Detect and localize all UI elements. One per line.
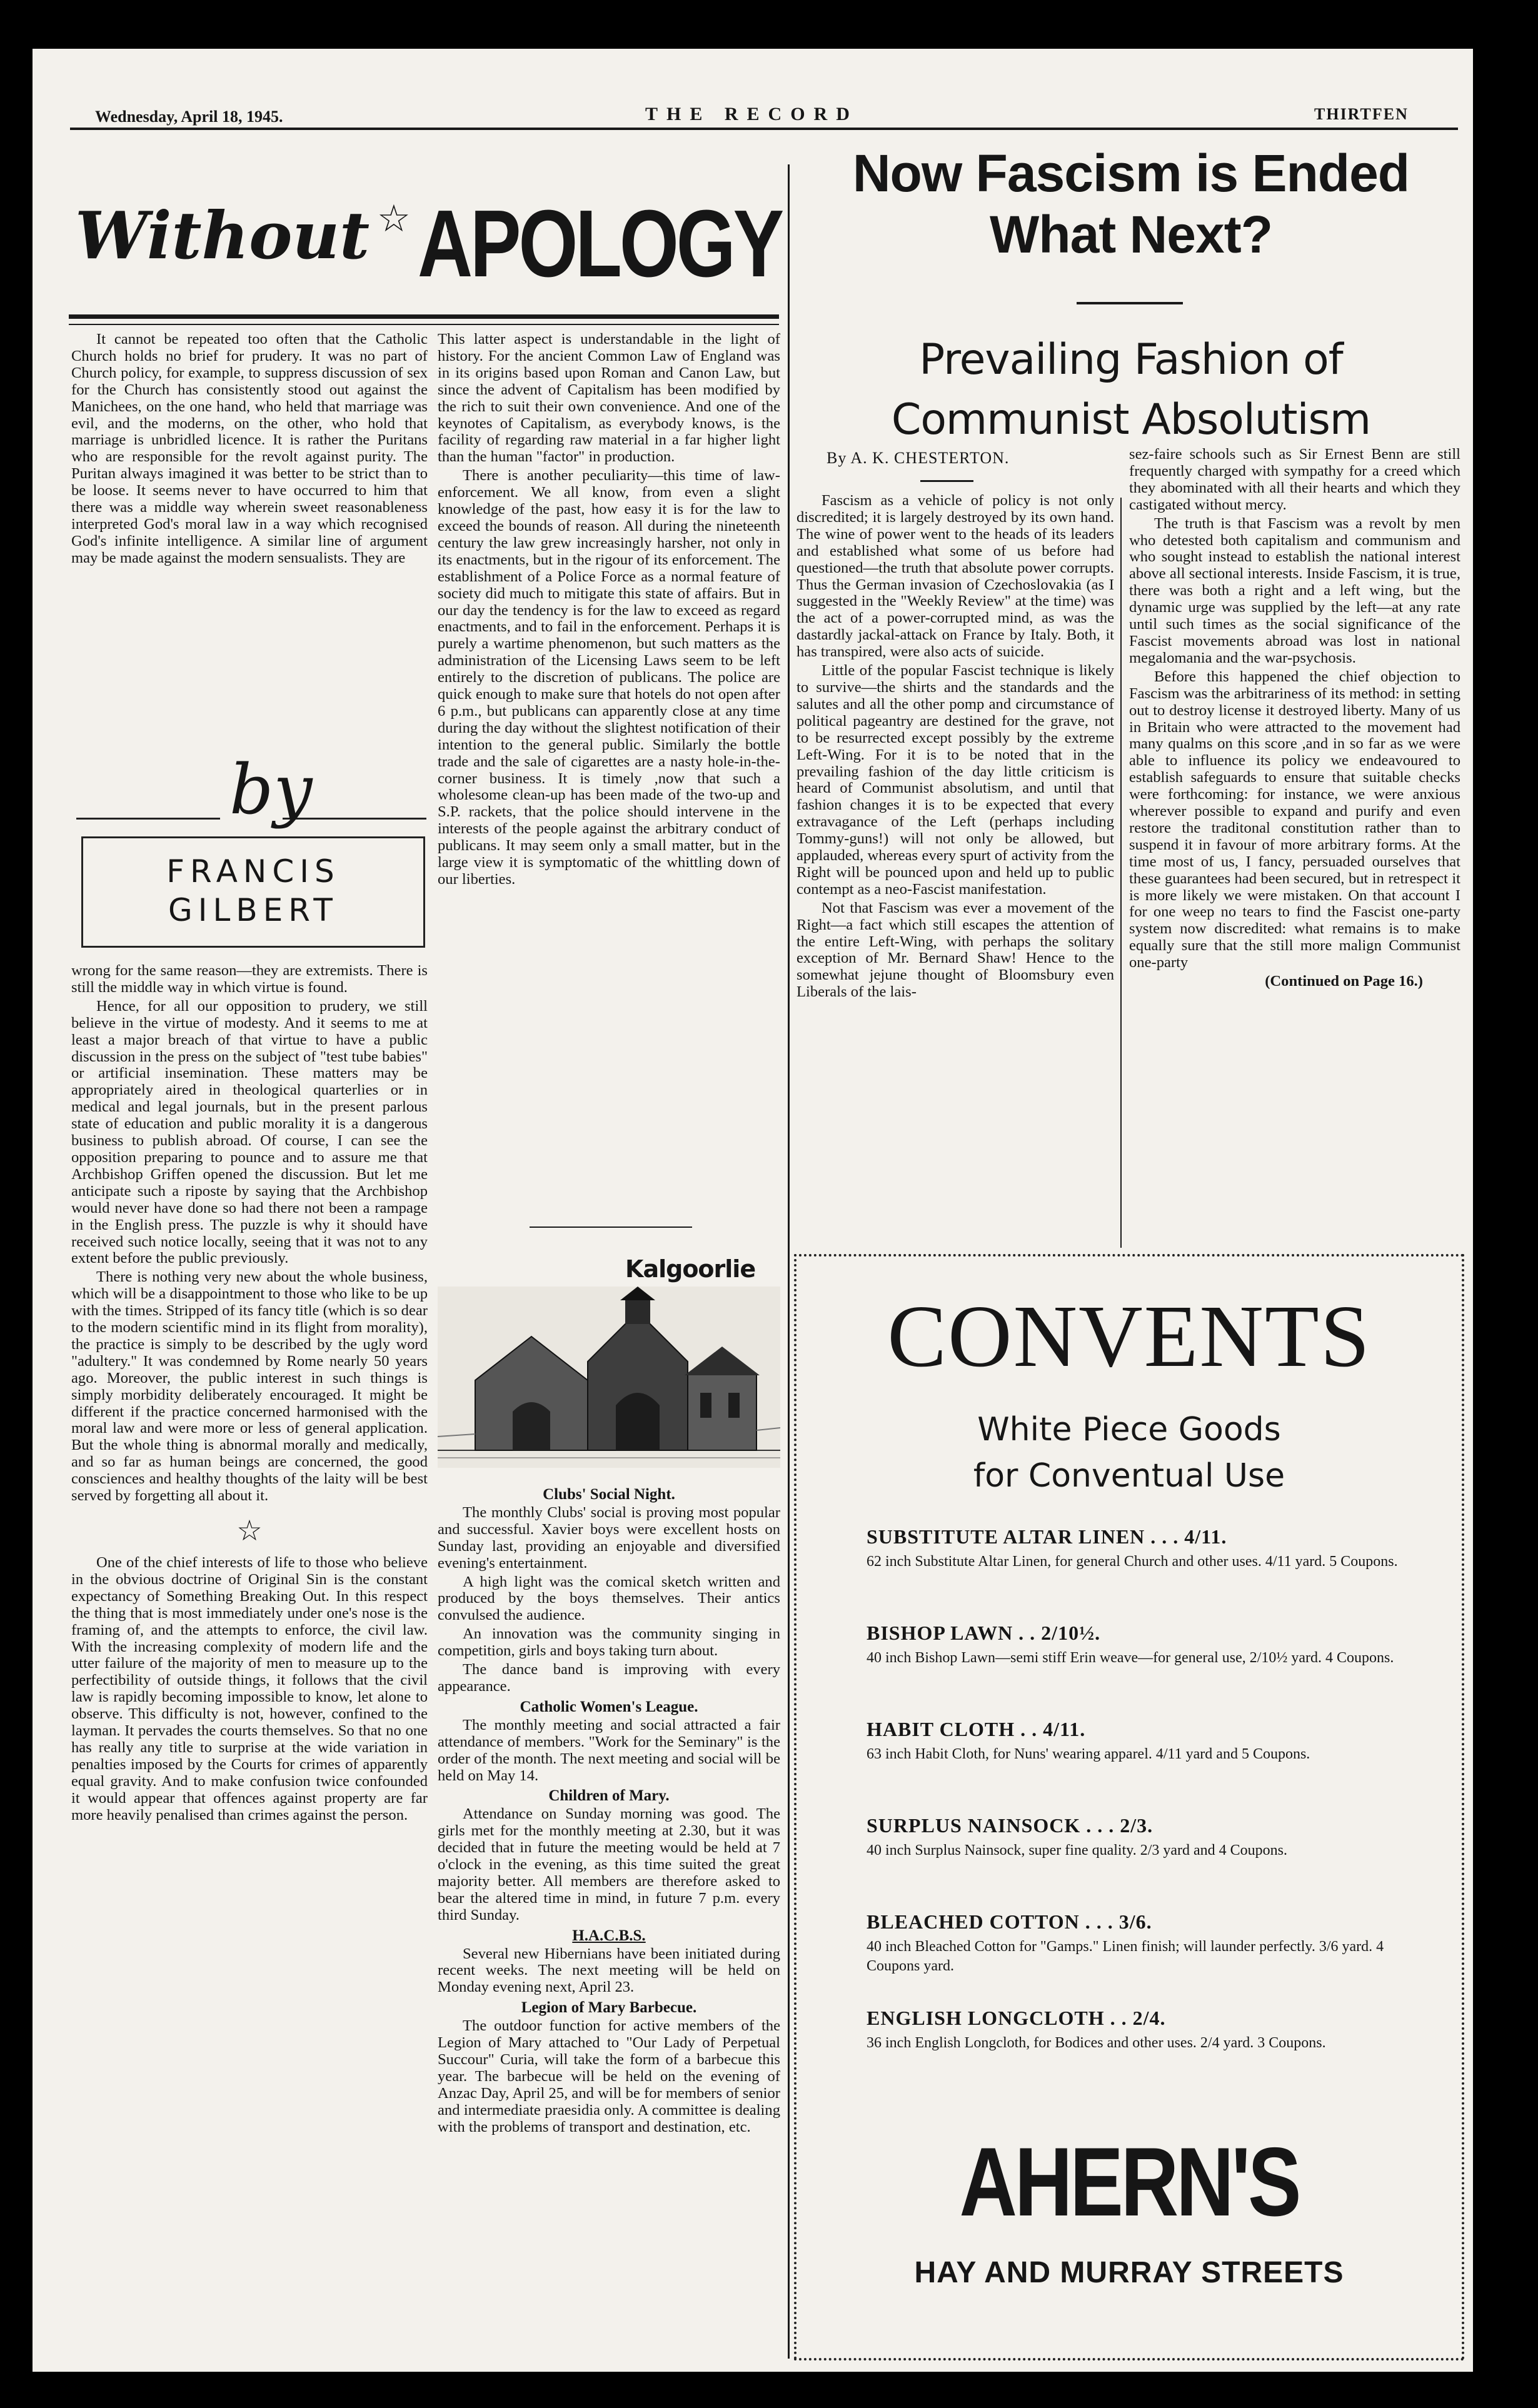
author-last-name: GILBERT [168, 892, 338, 928]
ad-item [867, 2007, 1417, 2103]
item-leader: . . . [1080, 1814, 1120, 1837]
headline-line-1: Now Fascism is Ended [852, 144, 1410, 203]
column-rule-main [788, 164, 790, 2359]
fascism-headline [797, 143, 1465, 265]
ad-title: CONVENTS [887, 1287, 1371, 1385]
subheadline-line-1: Prevailing Fashion of [919, 335, 1343, 384]
item-name: BLEACHED COTTON [867, 1910, 1080, 1933]
star-divider-icon: ☆ [236, 1515, 263, 1547]
section-heading: Legion of Mary Barbecue. [521, 1999, 697, 2017]
byline-rule-left [76, 818, 220, 820]
item-description: 40 inch Surplus Nainsock, super fine quality. 2/3 yard and 4 Coupons. [867, 1842, 1288, 1859]
apology-body-1 [71, 963, 428, 1826]
apology-paragraph: One of the chief interests of life to those who believe in the obvious doctrine of Original Sin is the constant expectancy of Something Breaking Out. In this respect the thing that is most immediately under one's nose is the framing of, and the attempts to enforce, the civil law. With the increasing complexity of modern life and the utter failure of the majority of men to measure up to the perfectibility of outside things, it follows that the civil law is rapidly becoming impossible to know, let alone to observe. This difficulty is not, however, confined to the layman. It pervades the courts themselves. So that no one has really any title to surprise at the wide variation in penalties imposed by the Courts for crimes of apparently equal gravity. And to make confusion twice confounded it would appear that offences against property are far more heavily penalised than crimes against the person. [71, 1554, 428, 1824]
store-name: AHERN'S [959, 2127, 1299, 2237]
headline-rule [1077, 302, 1183, 304]
item-price: 4/11. [1184, 1525, 1227, 1548]
item-name: SURPLUS NAINSOCK [867, 1814, 1081, 1837]
article-paragraph: The truth is that Fascism was a revolt by men who detested both capitalism and communism and who sought instead to establish the national interest above all sectional interests. Inside Fascism, it is true, there was both a right and a left wing, but the dynamic urge was supplied by the left—at any rate until such times as the social significance of the Fascist movements abroad was lost in national megalomania and the war-psychosis. [1129, 514, 1460, 666]
item-description: 62 inch Substitute Altar Linen, for general Church and other uses. 4/11 yard. 5 Coupons. [867, 1553, 1398, 1570]
star-icon: ☆ [377, 197, 411, 241]
apology-paragraph: wrong for the same reason—they are extremists. There is still the middle way in which virtue is found. [71, 962, 428, 996]
ad-tagline-line-2: for Conventual Use [973, 1457, 1285, 1495]
section-heading: Clubs' Social Night. [543, 1486, 675, 1503]
apology-intro [71, 331, 428, 569]
item-name: HABIT CLOTH [867, 1718, 1015, 1740]
news-paragraph: The monthly meeting and social attracted a fair attendance of members. "Work for the Seminary" is the order of the month. The next meeting and social will be held on May 14. [438, 1716, 780, 1784]
kalgoorlie-news [438, 1483, 780, 2138]
byline-box [76, 750, 426, 950]
kalgoorlie-heading: Kalgoorlie [625, 1255, 756, 1283]
convents-advertisement [794, 1254, 1464, 2360]
apology-header [68, 163, 780, 319]
section-heading: Children of Mary. [548, 1787, 670, 1805]
masthead-rule [70, 128, 1458, 130]
article-paragraph: Little of the popular Fascist technique is likely to survive—the shirts and the standards and the salutes and all the other pomp and circumstance of political pageantry are destined for the grave, not to be resurrected except possibly by the extreme Left-Wing. For it is to be noted that in the prevailing fashion of the day little criticism is heard of Communist absolutism, and until that fashion changes it is to be expected that every extravagance of the Left (perhaps including Tommy-guns!) will not only be allowed, but applauded, whereas every spurt of activity from the Right will be pounced upon and held up to public contempt as a neo-Fascist manifestation. [797, 662, 1114, 898]
apology-paragraph: There is nothing very new about the whole business, which will be a disappointment to those who like to be up with the times. Stripped of its fancy title (which is so dear to the modern scientific mind in its flight from morality), the practice is simply to be described by the ugly word "adultery." It was condemned by Rome nearly 50 years ago. Moreover, the public interest in such things is simply morbidity deliberately encouraged. It might be different if the practice concerned harmonised with the moral law and were more or less of general application. But the whole thing is abnormal morally and medically, and so far as human beings are concerned, the good consciences and healthy thoughts of the laity will be best served by forgetting all about it. [71, 1268, 428, 1505]
apology-paragraph: Hence, for all our opposition to prudery, we still believe in the virtue of modesty. And it seems to me at least a major breach of that virtue to have a public discussion in the press on the subject of "test tube babies" or artificial insemination. These matters may be appropriately aired in theological quarterlies or in medical and legal journals, but in the present parlous state of education and public morality it is a dangerous business to publish abroad. Of course, I can see the opposition preparing to pounce and to assure me that Archbishop Griffen opened the discussion. But let me anticipate such a riposte by saying that the Archbishop would never have done so had there not been a rampage in the English press. The puzzle is why it should have received such notice locally, seeing that it was not to any extent before the public previously. [71, 997, 428, 1267]
item-price: 4/11. [1043, 1718, 1086, 1740]
news-paragraph: Several new Hibernians have been initiated during recent weeks. The next meeting will be held on Monday evening next, April 23. [438, 1945, 780, 1996]
kalgoorlie-divider [530, 1227, 692, 1228]
ad-tagline-line-1: White Piece Goods [977, 1411, 1281, 1448]
item-description: 36 inch English Longcloth, for Bodices and other uses. 2/4 yard. 3 Coupons. [867, 2035, 1326, 2051]
apology-paragraph: There is another peculiarity—this time of law-enforcement. We all know, from even a slight knowledge of the past, how easy it is for the law to exceed the bounds of reason. All during the nineteenth century the law grew increasingly harsher, not only in its enactments, but in the rigour of its enforcement. The establishment of a Police Force as a normal feature of society did much to mitigate this state of affairs. But in our day the tendency is for the law to exceed as regard enactments, and to fail in the enforcement. Perhaps it is purely a wartime phenomenon, but such matters as the administration of the Licensing Laws seem to be left entirely to the discretion of publicans. The police are quick enough to make sure that hotels do not open after 6 p.m., but publicans can apparently close at any time during the day without the slightest notification of their intention to the general public. Similarly the bottle trade and the sale of cigarettes are a nasty hole-in-the-corner business. It is timely ,now that such a wholesome clean-up has been made of the two-up and S.P. rackets, that the police should intervene in the interests of the people against the arbitrary conduct of publicans. It may seem only a small matter, but in the large view it is symptomatic of the whittling down of our liberties. [438, 467, 780, 888]
ad-item [867, 1622, 1417, 1718]
apology-paragraph: It cannot be repeated too often that the Catholic Church holds no brief for prudery. It was no part of Church policy, for example, to suppress discussion of sex for the Church has consistently stood out against the Manichees, on the one hand, who held that marriage was evil, and the moderns, on the other, who hold that marriage is unbridled licence. It is rather the Puritans who are responsible for the revolt against purity. The Puritan always imagined it was better to be strict than to be loose. It seems never to have occurred to him that there was a middle way wherein sweet reasonableness interpreted God's moral law in a way which recognised God's infinite intelligence. A similar line of argument may be made against the modern sensualists. They are [71, 331, 428, 566]
apology-paragraph: This latter aspect is understandable in the light of history. For the ancient Common Law of England was in its origins based upon Roman and Canon Law, but since the advent of Capitalism has been modified by the rich to suit their own convenience. And one of the keynotes of Capitalism, as everybody knows, is the facility of regarding raw material in a far higher light than the human "factor" in production. [438, 331, 780, 466]
title-apology: APOLOGY [418, 190, 782, 297]
item-leader: . . [1015, 1718, 1043, 1740]
item-leader: . . [1013, 1622, 1042, 1644]
item-leader: . . [1104, 2007, 1133, 2029]
church-drawing [438, 1287, 780, 1468]
news-paragraph: Attendance on Sunday morning was good. The girls met for the monthly meeting at 2.30, but it was decided that in future the meeting would be held at 7 o'clock in the evening, as this time suited the great majority better. All members are therefore asked to bear the altered time in mind, in future 7 p.m. every third Sunday. [438, 1805, 780, 1924]
fascism-column-2 [1129, 446, 1460, 990]
ad-tagline [797, 1407, 1462, 1499]
apology-body-2 [438, 331, 780, 890]
subheadline-line-2: Communist Absolutism [891, 395, 1371, 444]
news-paragraph: An innovation was the community singing in competition, girls and boys taking turn about. [438, 1625, 780, 1660]
item-price: 3/6. [1118, 1910, 1152, 1933]
fascism-subheadline [797, 330, 1465, 450]
ad-item [867, 1910, 1417, 2007]
ad-item-list [867, 1525, 1417, 2103]
author-first-name: FRANCIS [166, 853, 340, 890]
ad-item [867, 1525, 1417, 1622]
store-address: HAY AND MURRAY STREETS [914, 2256, 1344, 2289]
news-paragraph: The dance band is improving with every appearance. [438, 1661, 780, 1695]
article-paragraph: Before this happened the chief objection to Fascism was the arbitrariness of its method: in setting out to destroy license it destroyed liberty. Many of us in Britain who were attracted to the movement had many qualms on this score ,and in so far as we were able to influence its policy we endeavoured to establish safeguards to ensure that suitable checks were forthcoming: for instance, we were anxious wherever possible to expand and purify and even restore the traditonal constitution rather than to suspend it in favour of more arbitrary forms. At the time most of us, I fancy, persuaded ourselves that these guarantees had been secured, but in retrespect it is more likely we were mistaken. On that account I for one weep no tears to find the Fascist one-party system now discredited: what remains is to make equally sure that the still more malign Communist one-party [1129, 668, 1460, 971]
article-paragraph: Fascism as a vehicle of policy is not only discredited; it is largely destroyed by its own hand. The wine of power went to the heads of its leaders and established what some of us before had questioned—the truth that absolute power corrupts. Thus the German invasion of Czechoslovakia (as I suggested in the "Weekly Review" at the time) was the act of a power-corrupted mind, as was the dastardly jackal-attack on France by Italy. Both, it has transpired, were also acts of suicide. [797, 492, 1114, 661]
ad-item [867, 1814, 1417, 1910]
item-description: 63 inch Habit Cloth, for Nuns' wearing apparel. 4/11 yard and 5 Coupons. [867, 1746, 1310, 1762]
news-paragraph: The outdoor function for active members of the Legion of Mary attached to "Our Lady of Perpetual Succour" Curia, will take the form of a barbecue this year. The barbecue will be held on the evening of Anzac Day, April 25, and will be for members of senior and intermediate praesidia only. A committee is dealing with the problems of transport and destination, etc. [438, 2017, 780, 2135]
page-number: THIRTFEN [1314, 105, 1409, 123]
church-illustration [438, 1255, 780, 1474]
item-description: 40 inch Bishop Lawn—semi stiff Erin weave—for general use, 2/10½ yard. 4 Coupons. [867, 1650, 1394, 1666]
news-paragraph: A high light was the comical sketch written and produced by the boys themselves. Their antics convulsed the audience. [438, 1573, 780, 1624]
byline-by: by [229, 750, 313, 830]
newspaper-page [33, 49, 1473, 2372]
item-price: 2/10½. [1041, 1622, 1101, 1644]
item-leader: . . . [1079, 1910, 1119, 1933]
headline-line-2: What Next? [990, 205, 1272, 264]
item-price: 2/4. [1132, 2007, 1166, 2029]
continued-note: (Continued on Page 16.) [1265, 973, 1423, 990]
article-paragraph: Not that Fascism was ever a movement of the Right—a fact which still escapes the attention of the entire Left-Wing, with perhaps the solitary exception of Mr. Bernard Shaw! Hence to the somewhat jejune thought of Bloomsbury even Liberals of the lais- [797, 899, 1114, 1001]
item-name: BISHOP LAWN [867, 1622, 1013, 1644]
apology-rule-thick [69, 314, 779, 319]
issue-date: Wednesday, April 18, 1945. [95, 108, 283, 126]
item-description: 40 inch Bleached Cotton for "Gamps." Linen finish; will launder perfectly. 3/6 yard. 4 Coupons yard. [867, 1939, 1384, 1974]
byline: By A. K. CHESTERTON. [827, 449, 1010, 467]
item-leader: . . . [1145, 1525, 1185, 1548]
byline-rule [920, 480, 973, 482]
paper-name: THE RECORD [645, 104, 858, 124]
ad-item [867, 1718, 1417, 1814]
title-without: Without [75, 197, 370, 274]
column-rule-fascism [1120, 498, 1122, 1248]
section-heading: Catholic Women's League. [520, 1698, 698, 1715]
apology-rule-thin [69, 324, 779, 325]
fascism-column-1 [797, 493, 1114, 1003]
author-frame [81, 836, 425, 948]
item-name: ENGLISH LONGCLOTH [867, 2007, 1105, 2029]
article-paragraph: sez-faire schools such as Sir Ernest Benn are still frequently charged with sympathy for a creed which they abominated with all their hearts and which they castigated without mercy. [1129, 446, 1460, 513]
item-name: SUBSTITUTE ALTAR LINEN [867, 1525, 1145, 1548]
item-price: 2/3. [1120, 1814, 1154, 1837]
news-paragraph: The monthly Clubs' social is proving most popular and successful. Xavier boys were excellent hosts on Sunday last, providing an enjoyable and diversified evening's entertainment. [438, 1503, 780, 1572]
section-heading: H.A.C.B.S. [572, 1927, 646, 1944]
